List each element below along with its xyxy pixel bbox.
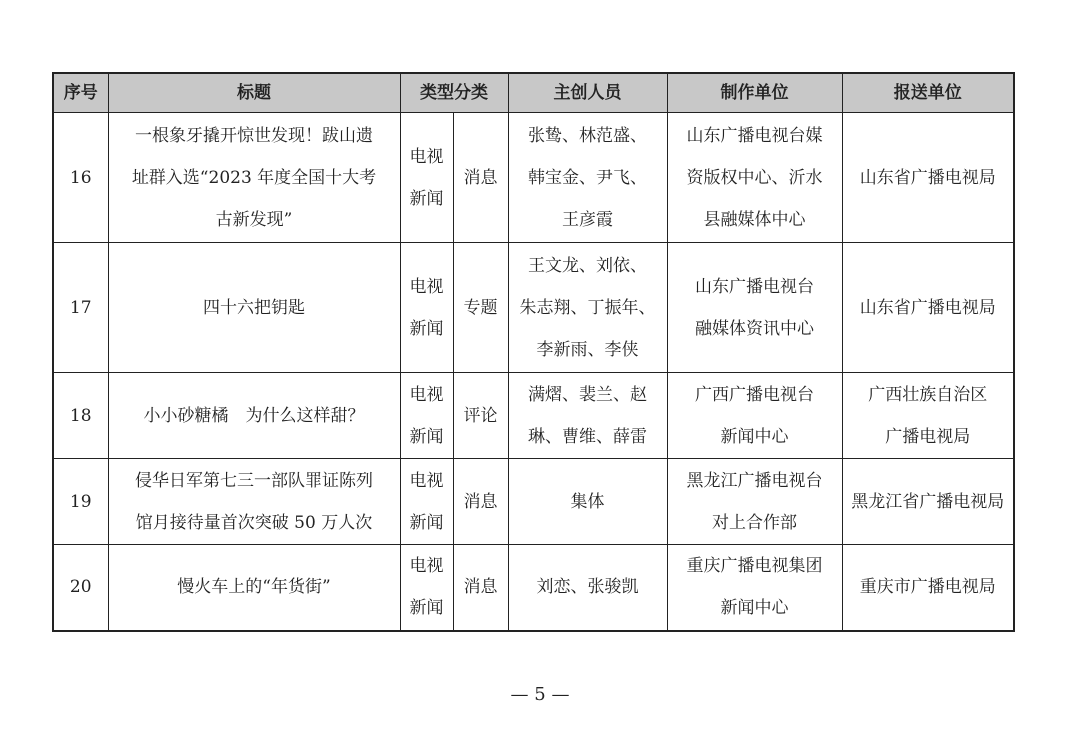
cell-title: 慢火车上的“年货街” [108,545,400,631]
cell-title: 小小砂糖橘 为什么这样甜？ [108,373,400,459]
cell-creators: 满熠、裴兰、赵 琳、曹维、薛雷 [508,373,667,459]
cell-type-medium: 电视 新闻 [400,113,453,243]
cell-producer: 山东广播电视台 融媒体资讯中心 [667,243,842,373]
cell-producer: 山东广播电视台媒 资版权中心、沂水 县融媒体中心 [667,113,842,243]
cell-submitter: 黑龙江省广播电视局 [842,459,1014,545]
cell-producer: 黑龙江广播电视台 对上合作部 [667,459,842,545]
header-no: 序号 [53,73,108,113]
cell-title: 一根象牙撬开惊世发现！跋山遗 址群入选“2023 年度全国十大考 古新发现” [108,113,400,243]
cell-creators: 集体 [508,459,667,545]
cell-type-medium: 电视 新闻 [400,459,453,545]
cell-producer: 广西广播电视台 新闻中心 [667,373,842,459]
cell-type-genre: 消息 [453,545,508,631]
cell-submitter: 山东省广播电视局 [842,243,1014,373]
cell-producer: 重庆广播电视集团 新闻中心 [667,545,842,631]
page-number: — 5 — [510,684,570,705]
cell-creators: 刘恋、张骏凯 [508,545,667,631]
header-row [53,73,1014,113]
cell-title: 四十六把钥匙 [108,243,400,373]
cell-submitter: 重庆市广播电视局 [842,545,1014,631]
awards-table [52,72,1015,632]
table-row [53,545,1014,631]
cell-no: 20 [53,545,108,631]
cell-submitter: 山东省广播电视局 [842,113,1014,243]
cell-type-medium: 电视 新闻 [400,373,453,459]
cell-type-medium: 电视 新闻 [400,545,453,631]
table-row [53,459,1014,545]
cell-type-genre: 评论 [453,373,508,459]
cell-creators: 张鸷、林范盛、 韩宝金、尹飞、 王彦霞 [508,113,667,243]
table-row [53,113,1014,243]
cell-type-genre: 消息 [453,113,508,243]
cell-no: 16 [53,113,108,243]
cell-creators: 王文龙、刘依、 朱志翔、丁振年、 李新雨、李侠 [508,243,667,373]
cell-type-medium: 电视 新闻 [400,243,453,373]
cell-submitter: 广西壮族自治区 广播电视局 [842,373,1014,459]
header-title: 标题 [108,73,400,113]
cell-no: 18 [53,373,108,459]
cell-no: 19 [53,459,108,545]
header-type: 类型分类 [400,73,508,113]
table-row [53,243,1014,373]
header-creators: 主创人员 [508,73,667,113]
cell-type-genre: 专题 [453,243,508,373]
cell-title: 侵华日军第七三一部队罪证陈列 馆月接待量首次突破 50 万人次 [108,459,400,545]
header-producer: 制作单位 [667,73,842,113]
header-submitter: 报送单位 [842,73,1014,113]
table-row [53,373,1014,459]
cell-no: 17 [53,243,108,373]
cell-type-genre: 消息 [453,459,508,545]
